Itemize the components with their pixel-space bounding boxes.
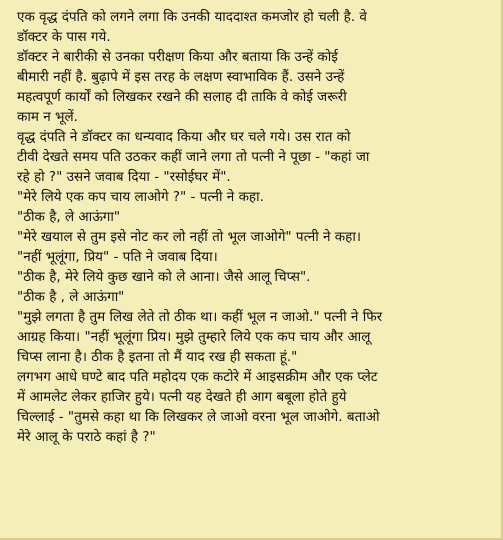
story-text (17, 7, 491, 447)
story-line: चिप्स लाना है। ठीक है इतना तो मैं याद रख ही सकता हूं." (17, 349, 298, 365)
story-line: "मुझे लगता है तुम लिख लेते तो ठीक था। कहीं भूल न जाओ." पत्नी ने फिर (17, 309, 383, 325)
story-line: डॉक्टर ने बारीकी से उनका परीक्षण किया और बताया कि उन्हें कोई (17, 49, 338, 65)
story-line: आग्रह किया। "नहीं भूलूंगा प्रिय। मुझे तुम्हारे लिये एक कप चाय और आलू (17, 329, 371, 345)
story-line: वृद्ध दंपति ने डॉक्टर का धन्यवाद किया और घर चले गये। उस रात को (17, 129, 351, 145)
story-line: लगभग आधे घण्टे बाद पति महोदय एक कटोरे में आइसक्रीम और एक प्लेट (17, 369, 378, 385)
story-line: बीमारी नहीं है. बुढ़ापे में इस तरह के लक्षण स्वाभाविक हैं. उसने उन्हें (17, 69, 345, 85)
story-line: "मेरे लिये एक कप चाय लाओगे ?" - पत्नी ने कहा. (17, 189, 264, 205)
story-line: में आमलेट लेकर हाजिर हुये। पत्नी यह देखते ही आग बबूला होते हुये (17, 389, 347, 405)
story-line: टीवी देखते समय पति उठकर कहीं जाने लगा तो पत्नी ने पूछा - "कहां जा (17, 149, 370, 165)
story-line: "नहीं भूलूंगा, प्रिय" - पति ने जवाब दिया। (17, 249, 218, 265)
story-line: महत्वपूर्ण कार्यों को लिखकर रखने की सलाह दी ताकि वे कोई जरूरी (17, 89, 347, 105)
story-line: रहे हो ?" उसने जवाब दिया - "रसोईघर में". (17, 169, 231, 185)
story-line: चिल्लाई - "तुमसे कहा था कि लिखकर ले जाओ वरना भूल जाओगे. बताओ (17, 409, 380, 425)
story-line: मेरे आलू के पराठे कहां है ?" (17, 429, 156, 445)
story-line: एक वृद्ध दंपति को लगने लगा कि उनकी याददाश्त कमजोर हो चली है. वे (17, 9, 367, 25)
story-line: "मेरे खयाल से तुम इसे नोट कर लो नहीं तो भूल जाओगे" पत्नी ने कहा। (17, 229, 361, 245)
story-line: "ठीक है , ले आऊंगा" (17, 289, 125, 305)
story-line: "ठीक है, मेरे लिये कुछ खाने को ले आना। जैसे आलू चिप्स". (17, 269, 311, 285)
story-line: "ठीक है, ले आऊंगा" (17, 209, 121, 225)
story-line: डॉक्टर के पास गये. (17, 29, 111, 45)
story-line: काम न भूलें. (17, 109, 78, 125)
